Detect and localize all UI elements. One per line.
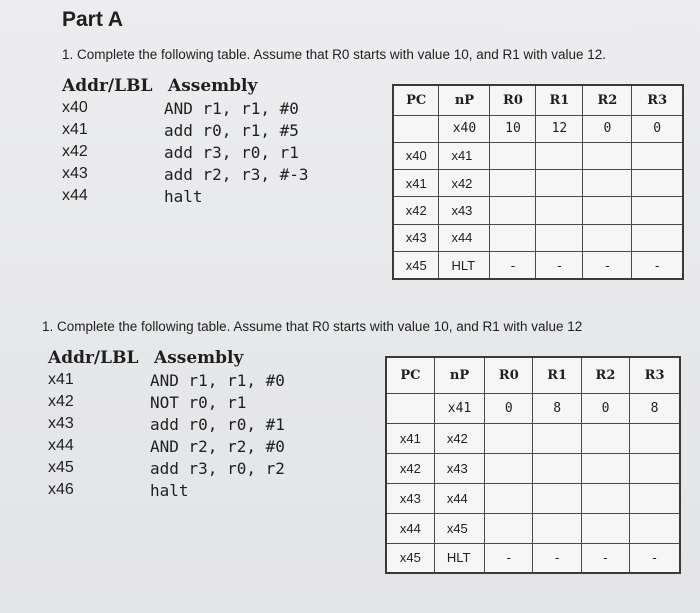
cell-r0[interactable]: 0 (485, 393, 533, 423)
cell-r2[interactable]: 0 (581, 393, 629, 423)
cell-np[interactable]: x44 (439, 224, 490, 251)
cell-np[interactable]: x45 (434, 513, 484, 543)
cell-r3[interactable]: 0 (632, 115, 683, 142)
cell-r2[interactable] (581, 453, 629, 483)
cell-np[interactable]: HLT (434, 543, 484, 573)
assembly-line (62, 97, 309, 119)
cell-r2[interactable]: - (583, 252, 632, 279)
column-header-pc: PC (386, 357, 434, 393)
cell-r3[interactable] (630, 453, 680, 483)
cell-r0[interactable] (490, 224, 536, 251)
cell-r0[interactable] (485, 513, 533, 543)
assembly-line (48, 457, 285, 479)
table-row (386, 513, 680, 543)
addr-header: Addr/LBL (48, 348, 139, 368)
assembly-line (48, 413, 285, 435)
cell-r1[interactable] (533, 423, 581, 453)
assembly-address: x42 (48, 393, 74, 410)
cell-r3[interactable] (632, 224, 683, 251)
assembly-instruction: AND r2, r2, #0 (150, 436, 285, 456)
cell-np[interactable]: x40 (439, 115, 490, 142)
cell-r2[interactable] (581, 513, 629, 543)
question-1-assembly-listing (62, 75, 309, 207)
cell-pc[interactable]: x41 (386, 423, 434, 453)
column-header-np: nP (434, 357, 484, 393)
cell-pc[interactable]: x42 (386, 453, 434, 483)
assembly-instruction: AND r1, r1, #0 (150, 370, 285, 390)
assembly-line (48, 369, 285, 391)
table-row (386, 453, 680, 483)
assembly-line (62, 185, 309, 207)
question-2-trace-table (385, 356, 681, 574)
column-header-np: nP (439, 85, 490, 115)
cell-r1[interactable] (533, 513, 581, 543)
cell-r0[interactable]: - (485, 543, 533, 573)
assembly-header (62, 75, 309, 97)
cell-r1[interactable]: - (536, 252, 583, 279)
cell-r3[interactable] (630, 483, 680, 513)
assembly-address: x40 (62, 99, 88, 116)
cell-pc[interactable]: x43 (386, 483, 434, 513)
cell-pc[interactable] (386, 393, 434, 423)
table-row (393, 197, 683, 224)
cell-r1[interactable] (536, 170, 583, 197)
assembly-instruction: AND r1, r1, #0 (164, 98, 299, 118)
cell-pc[interactable] (393, 115, 439, 142)
table-row (393, 170, 683, 197)
assembly-instruction: NOT r0, r1 (150, 392, 247, 412)
cell-np[interactable]: x42 (434, 423, 484, 453)
assembly-line (48, 435, 285, 457)
question-2-instruction: 1. Complete the following table. Assume that R0 starts with value 10, and R1 with value 12 (42, 319, 583, 334)
question-1-trace-table (392, 84, 684, 280)
part-title: Part A (62, 8, 124, 31)
assembly-address: x41 (62, 121, 88, 138)
cell-r2[interactable]: - (581, 543, 629, 573)
cell-r0[interactable] (490, 197, 536, 224)
assembly-line (62, 163, 309, 185)
assembly-address: x46 (48, 481, 74, 498)
cell-pc[interactable]: x41 (393, 170, 439, 197)
cell-r1[interactable] (536, 142, 583, 169)
assembly-instruction: add r3, r0, r1 (164, 142, 299, 162)
question-2-assembly-listing (48, 347, 285, 501)
cell-np[interactable]: HLT (439, 252, 490, 279)
column-header-r0: R0 (490, 85, 536, 115)
assembly-address: x43 (48, 415, 74, 432)
cell-r2[interactable]: 0 (583, 115, 632, 142)
addr-header: Addr/LBL (62, 76, 153, 96)
cell-pc[interactable]: x45 (386, 543, 434, 573)
cell-pc[interactable]: x42 (393, 197, 439, 224)
table-row (393, 224, 683, 251)
cell-r2[interactable] (581, 423, 629, 453)
cell-r1[interactable] (533, 483, 581, 513)
assembly-line (48, 391, 285, 413)
column-header-r1: R1 (533, 357, 581, 393)
table-row (386, 483, 680, 513)
assembly-instruction: halt (164, 186, 203, 206)
assembly-address: x44 (62, 187, 88, 204)
assembly-instruction: add r0, r0, #1 (150, 414, 285, 434)
assembly-instruction: add r2, r3, #-3 (164, 164, 309, 184)
question-1-instruction: 1. Complete the following table. Assume that R0 starts with value 10, and R1 with value 12. (62, 47, 607, 62)
cell-pc[interactable]: x44 (386, 513, 434, 543)
cell-r2[interactable] (583, 170, 632, 197)
cell-r2[interactable] (583, 197, 632, 224)
cell-r2[interactable] (581, 483, 629, 513)
table-row (393, 115, 683, 142)
column-header-r2: R2 (581, 357, 629, 393)
assembly-address: x42 (62, 143, 88, 160)
table-row (386, 543, 680, 573)
cell-r1[interactable] (533, 453, 581, 483)
cell-np[interactable]: x43 (434, 453, 484, 483)
column-header-r3: R3 (632, 85, 683, 115)
assembly-column-header: Assembly (168, 76, 258, 96)
cell-r2[interactable] (583, 142, 632, 169)
cell-r0[interactable]: 10 (490, 115, 536, 142)
assembly-address: x45 (48, 459, 74, 476)
assembly-column-header: Assembly (154, 348, 244, 368)
assembly-line (62, 119, 309, 141)
table-row (393, 252, 683, 279)
cell-pc[interactable]: x45 (393, 252, 439, 279)
assembly-address: x41 (48, 371, 74, 388)
assembly-address: x43 (62, 165, 88, 182)
assembly-instruction: halt (150, 480, 189, 500)
column-header-r1: R1 (536, 85, 583, 115)
assembly-instruction: add r0, r1, #5 (164, 120, 299, 140)
cell-r3[interactable]: - (630, 543, 680, 573)
cell-r0[interactable] (490, 142, 536, 169)
cell-np[interactable]: x41 (439, 142, 490, 169)
cell-r3[interactable]: - (632, 252, 683, 279)
assembly-address: x44 (48, 437, 74, 454)
table-row (386, 393, 680, 423)
cell-r0[interactable] (485, 453, 533, 483)
cell-pc[interactable]: x43 (393, 224, 439, 251)
cell-r1[interactable]: - (533, 543, 581, 573)
table-row (393, 142, 683, 169)
column-header-pc: PC (393, 85, 439, 115)
column-header-r3: R3 (630, 357, 680, 393)
assembly-instruction: add r3, r0, r2 (150, 458, 285, 478)
cell-r2[interactable] (583, 224, 632, 251)
assembly-line (62, 141, 309, 163)
cell-r3[interactable] (630, 513, 680, 543)
column-header-r0: R0 (485, 357, 533, 393)
assembly-header (48, 347, 285, 369)
cell-np[interactable]: x44 (434, 483, 484, 513)
cell-r0[interactable]: - (490, 252, 536, 279)
cell-np[interactable]: x42 (439, 170, 490, 197)
cell-r3[interactable] (632, 142, 683, 169)
cell-r0[interactable] (485, 483, 533, 513)
cell-r3[interactable] (632, 197, 683, 224)
table-row (386, 423, 680, 453)
cell-r1[interactable] (536, 197, 583, 224)
cell-r1[interactable]: 12 (536, 115, 583, 142)
cell-r1[interactable]: 8 (533, 393, 581, 423)
cell-r3[interactable]: 8 (630, 393, 680, 423)
cell-np[interactable]: x41 (434, 393, 484, 423)
cell-r1[interactable] (536, 224, 583, 251)
cell-r0[interactable] (490, 170, 536, 197)
column-header-r2: R2 (583, 85, 632, 115)
cell-r0[interactable] (485, 423, 533, 453)
cell-pc[interactable]: x40 (393, 142, 439, 169)
cell-r3[interactable] (632, 170, 683, 197)
cell-r3[interactable] (630, 423, 680, 453)
cell-np[interactable]: x43 (439, 197, 490, 224)
assembly-line (48, 479, 285, 501)
